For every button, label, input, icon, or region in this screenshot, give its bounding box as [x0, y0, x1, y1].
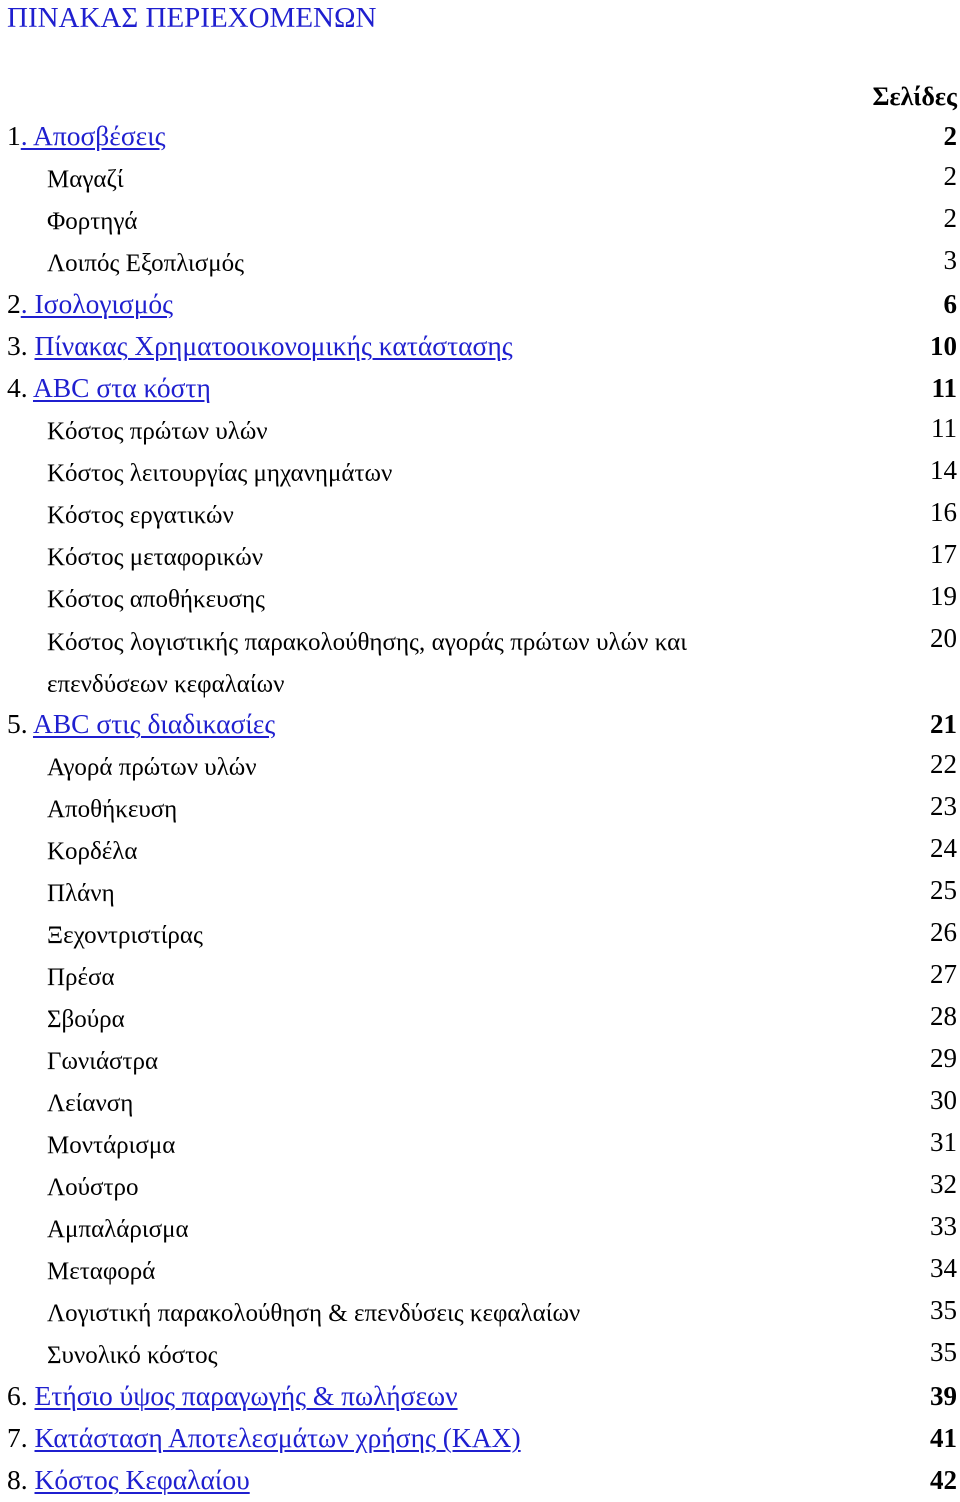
section-link[interactable]: ABC στις διαδικασίες	[32, 708, 276, 739]
toc-item-page: 20	[930, 623, 957, 653]
toc-item-label: Αμπαλάρισμα	[47, 1216, 189, 1243]
toc-item[interactable]	[0, 1208, 960, 1250]
toc-item-page: 27	[930, 959, 957, 989]
pages-column-header: Σελίδες	[872, 82, 957, 111]
toc-item-page: 22	[930, 749, 957, 779]
toc-item[interactable]	[0, 452, 960, 494]
toc-item-page: 32	[930, 1169, 957, 1199]
toc-item-label: Μεταφορά	[47, 1258, 156, 1285]
toc-item-page: 19	[930, 581, 957, 611]
section-page: 42	[930, 1465, 957, 1495]
toc-item-page: 16	[930, 497, 957, 527]
toc-item-page: 30	[930, 1085, 957, 1115]
toc-item[interactable]	[0, 200, 960, 242]
toc-item[interactable]	[0, 1334, 960, 1376]
toc-section-3[interactable]	[0, 326, 960, 368]
section-number: 4. ABC στα κόστη	[7, 372, 211, 403]
toc-item[interactable]	[0, 1082, 960, 1124]
toc-item-label: Κόστος πρώτων υλών	[47, 418, 268, 445]
toc-item[interactable]	[0, 494, 960, 536]
section-page: 6	[943, 289, 957, 319]
toc-item[interactable]	[0, 1166, 960, 1208]
toc-item-page: 29	[930, 1043, 957, 1073]
toc-item[interactable]	[0, 872, 960, 914]
section-link[interactable]: Κόστος Κεφαλαίου	[34, 1464, 250, 1495]
toc-item[interactable]	[0, 998, 960, 1040]
toc-section-7[interactable]	[0, 1418, 960, 1460]
toc-item-page: 33	[930, 1211, 957, 1241]
table-of-contents	[0, 116, 960, 1502]
toc-item[interactable]	[0, 914, 960, 956]
toc-item-label: Λοιπός Εξοπλισμός	[47, 250, 245, 277]
toc-item[interactable]	[0, 746, 960, 788]
toc-item-label: Αγορά πρώτων υλών	[47, 754, 257, 781]
section-number: 2. Ισολογισμός	[7, 288, 174, 319]
toc-item-page: 34	[930, 1253, 957, 1283]
toc-item-label: Αποθήκευση	[47, 796, 178, 823]
toc-item-page: 2	[943, 161, 957, 191]
toc-item[interactable]	[0, 1040, 960, 1082]
toc-item[interactable]	[0, 1250, 960, 1292]
toc-item[interactable]	[0, 410, 960, 452]
toc-section-4[interactable]	[0, 368, 960, 410]
section-page: 11	[931, 373, 957, 403]
toc-item-page: 3	[943, 245, 957, 275]
toc-item-page: 17	[930, 539, 957, 569]
section-link[interactable]: Ετήσιο ύψος παραγωγής & πωλήσεων	[34, 1380, 458, 1411]
toc-item-label: Σβούρα	[47, 1006, 125, 1033]
toc-item-page: 11	[931, 413, 957, 443]
toc-item[interactable]	[0, 1292, 960, 1334]
toc-item-page: 24	[930, 833, 957, 863]
toc-item-label: Πρέσα	[47, 964, 115, 991]
toc-item-label: Γωνιάστρα	[47, 1048, 159, 1075]
toc-item[interactable]	[0, 620, 960, 704]
toc-item-label: Φορτηγά	[47, 208, 138, 235]
section-number: 7. Κατάσταση Αποτελεσμάτων χρήσης (ΚΑΧ)	[7, 1422, 521, 1453]
toc-section-5[interactable]	[0, 704, 960, 746]
toc-item-page: 25	[930, 875, 957, 905]
section-page: 39	[930, 1381, 957, 1411]
toc-item-page: 35	[930, 1337, 957, 1367]
section-page: 2	[943, 121, 957, 151]
toc-item-label: Μοντάρισμα	[47, 1132, 176, 1159]
toc-item-label: Κόστος μεταφορικών	[47, 544, 264, 571]
toc-item-page: 23	[930, 791, 957, 821]
toc-section-8[interactable]	[0, 1460, 960, 1502]
toc-item-label: Λείανση	[47, 1090, 134, 1117]
toc-item-label: Λούστρο	[47, 1174, 139, 1201]
toc-item-label: Ξεχοντριστίρας	[47, 922, 203, 949]
toc-item-page: 26	[930, 917, 957, 947]
section-link[interactable]: Κατάσταση Αποτελεσμάτων χρήσης (ΚΑΧ)	[34, 1422, 521, 1453]
section-number: 5. ABC στις διαδικασίες	[7, 708, 276, 739]
section-link[interactable]: ABC στα κόστη	[32, 372, 211, 403]
section-number: 6. Ετήσιο ύψος παραγωγής & πωλήσεων	[7, 1380, 458, 1411]
section-link[interactable]: Πίνακας Χρηματοοικονομικής κατάστασης	[34, 330, 513, 361]
toc-item-page: 2	[943, 203, 957, 233]
toc-item-label: Μαγαζί	[47, 166, 124, 193]
section-page: 10	[930, 331, 957, 361]
section-page: 21	[930, 709, 957, 739]
toc-item[interactable]	[0, 1124, 960, 1166]
toc-item[interactable]	[0, 242, 960, 284]
section-number: 3. Πίνακας Χρηματοοικονομικής κατάστασης	[7, 330, 513, 361]
toc-item-label: Συνολικό κόστος	[47, 1342, 218, 1369]
toc-item-page: 35	[930, 1295, 957, 1325]
toc-item[interactable]	[0, 158, 960, 200]
section-number: 8. Κόστος Κεφαλαίου	[7, 1464, 250, 1495]
toc-item[interactable]	[0, 830, 960, 872]
section-link[interactable]: . Αποσβέσεις	[20, 120, 166, 151]
toc-section-6[interactable]	[0, 1376, 960, 1418]
toc-item-label: Κόστος λογιστικής παρακολούθησης, αγοράς πρώτων υλών και επενδύσεων κεφαλαίων	[47, 629, 687, 698]
toc-item[interactable]	[0, 578, 960, 620]
section-link[interactable]: . Ισολογισμός	[20, 288, 174, 319]
section-page: 41	[930, 1423, 957, 1453]
toc-item-label: Κόστος εργατικών	[47, 502, 234, 529]
toc-item-page: 28	[930, 1001, 957, 1031]
toc-item-label: Κόστος λειτουργίας μηχανημάτων	[47, 460, 393, 487]
toc-item-label: Λογιστική παρακολούθηση & επενδύσεις κεφαλαίων	[47, 1300, 581, 1327]
toc-item-page: 31	[930, 1127, 957, 1157]
page-title: ΠΙΝΑΚΑΣ ΠΕΡΙΕΧΟΜΕΝΩΝ	[7, 2, 377, 34]
toc-item[interactable]	[0, 536, 960, 578]
section-number: 1. Αποσβέσεις	[7, 120, 166, 151]
toc-section-2[interactable]	[0, 284, 960, 326]
toc-section-1[interactable]	[0, 116, 960, 158]
toc-item[interactable]	[0, 788, 960, 830]
toc-item-label: Κορδέλα	[47, 838, 138, 865]
toc-item-label: Πλάνη	[47, 880, 115, 907]
toc-item-page: 14	[930, 455, 957, 485]
toc-item[interactable]	[0, 956, 960, 998]
toc-item-label: Κόστος αποθήκευσης	[47, 586, 265, 613]
